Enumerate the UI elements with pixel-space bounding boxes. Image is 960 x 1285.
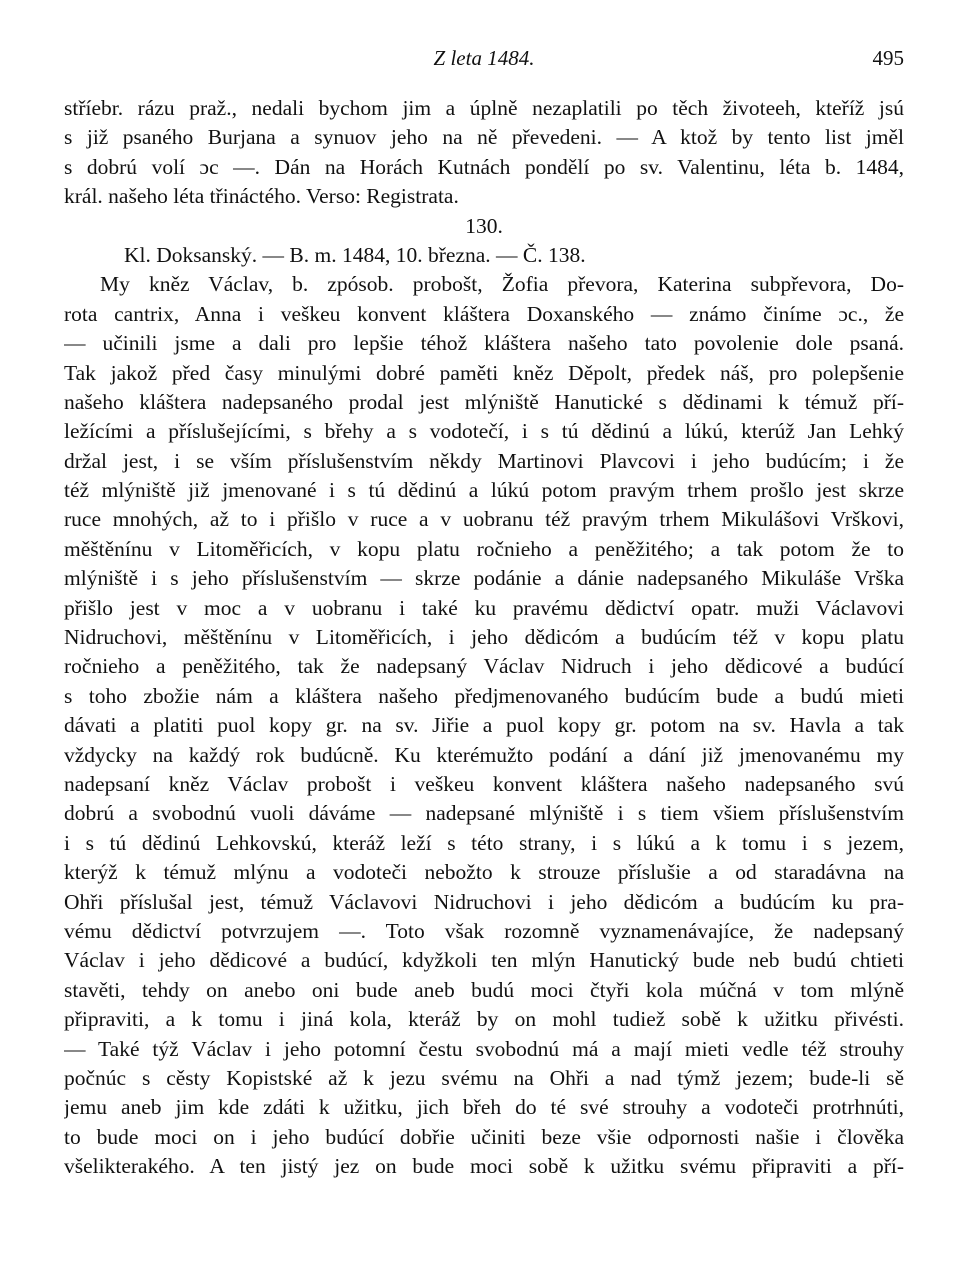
text-line: Ohři příslušal jest, témuž Václavovi Nidruchovi i jeho dědicóm a budúcím ku pra- <box>64 889 904 914</box>
text-line: to bude moci on i jeho budúcí dobřie učiniti beze všie odpornosti našie i člověka <box>64 1124 904 1149</box>
text-line: vždycky na každý rok budúcně. Ku kterémužto podání a dání již jmenovanému my <box>64 742 904 767</box>
document-source: Kl. Doksanský. — B. m. 1484, 10. března. — Č. 138. <box>124 242 586 267</box>
text-line: přišlo jest v moc a v uobranu i také ku pravému dědictví opatr. muži Václavovi <box>64 595 904 620</box>
text-line: ležícími a příslušejícími, s břehy a s vodotečí, i s tú dědinú a lúkú, kterúž Jan Lehký <box>64 419 904 444</box>
text-line-first: My kněz Václav, b. zpósob. probošt, Žofia převora, Katerina subpřevora, Do- <box>100 272 904 297</box>
text-line: mlýniště i s jeho příslušenstvím — skrze podánie a dánie nadepsaného Mikuláše Vrška <box>64 566 904 591</box>
text-line: Nidruchovi, měštěnínu v Litoměřicích, i jeho dědicóm a budúcím též v kopu platu <box>64 625 904 650</box>
page-number: 495 <box>872 46 904 70</box>
text-line: počnúc s cěsty Kopistské až k jezu svému na Ohři a nad týmž jezem; bude-li sě <box>64 1065 904 1090</box>
text-line: kterýž k témuž mlýnu a vodoteči nebožto k strouze příslušie a od staradávna na <box>64 860 904 885</box>
text-line: vému dědictví potvrzujem —. Toto však rozomně vyznamenávajíce, že nadepsaný <box>64 918 904 943</box>
text-line: — učinili jsme a dali pro lepšie téhož kláštera našeho tato povolenie dole psaná. <box>64 331 904 356</box>
text-line: Václav i jeho dědicové a budúcí, kdyžkoli ten mlýn Hanutický bude neb budú chtieti <box>64 948 904 973</box>
text-line: stříebr. rázu praž., nedali bychom jim a úplně nezaplatili po těch životeeh, kteříž jsú <box>64 96 904 120</box>
text-line: ruce mnohých, až to i přišlo v ruce a v uobranu též pravým trhem Mikulášovi Vrškovi, <box>64 507 904 532</box>
text-line: též mlýniště již jmenované i s tú dědinú a lúkú potom pravým trhem prošlo jest skrze <box>64 478 904 503</box>
text-line: stavěti, tehdy on anebo oni bude aneb budú moci čtyři kola múčná v tom mlýně <box>64 977 904 1002</box>
text-line: ročnieho a peněžitého, tak že nadepsaný Václav Nidruch i jeho dědicové a budúcí <box>64 654 904 679</box>
text-line: s toho zbožie nám a kláštera našeho předjmenovaného budúcím bude a budú mieti <box>64 683 904 708</box>
text-line: držal jest, i se vším příslušenstvím někdy Martinovi Plavcovi i jeho budúcím; i že <box>64 448 904 473</box>
text-line: jemu aneb jim kde zdáti k užitku, jich břeh do té své strouhy a vodoteči protrhnúti, <box>64 1095 904 1120</box>
text-body <box>64 94 904 1181</box>
document-number: 130. <box>465 213 503 238</box>
running-head: Z leta 1484. <box>433 46 535 70</box>
text-line: nadepsaní kněz Václav probošt i veškeu konvent kláštera našeho nadepsaného svú <box>64 771 904 796</box>
text-line: měštěnínu v Litoměřicích, v kopu platu ročnieho a peněžitého; a tak potom že to <box>64 536 904 561</box>
text-line: s již psaného Burjana a synuov jeho na ně převedeni. — A ktož by tento list jměl <box>64 125 904 150</box>
text-line: našeho kláštera nadepsaného prodal jest mlýniště Hanutické s dědinami k témuž pří- <box>64 389 904 414</box>
text-line: dávati a platiti puol kopy gr. na sv. Jiřie a puol kopy gr. potom na sv. Havla a tak <box>64 713 904 738</box>
text-line-last: král. našeho léta třináctého. Verso: Registrata. <box>64 184 459 209</box>
text-line: dobrú a svobodnú vuoli dáváme — nadepsané mlýniště i s tiem všiem příslušenstvím <box>64 801 904 826</box>
text-line: s dobrú volí ɔc —. Dán na Horách Kutnách pondělí po sv. Valentinu, léta b. 1484, <box>64 154 904 179</box>
text-line: rota cantrix, Anna i veškeu konvent kláštera Doxanského — známo činíme ɔc., že <box>64 301 904 326</box>
text-line: — Také týž Václav i jeho potomní čestu svobodnú má a mají mieti vedle též strouhy <box>64 1036 904 1061</box>
text-line: všelikterakého. A ten jistý jez on bude moci sobě k užitku svému připraviti a pří- <box>64 1154 904 1179</box>
text-line: připraviti, a k tomu i jiná kola, kteráž by on mohl tudiež sobě k užitku přivésti. <box>64 1007 904 1032</box>
page-header <box>64 40 904 74</box>
text-line: i s tú dědinú Lehkovskú, kteráž leží s této strany, i s lúkú a k tomu i s jezem, <box>64 830 904 855</box>
text-line: Tak jakož před časy minulými dobré paměti kněz Děpolt, předek náš, pro polepšenie <box>64 360 904 385</box>
